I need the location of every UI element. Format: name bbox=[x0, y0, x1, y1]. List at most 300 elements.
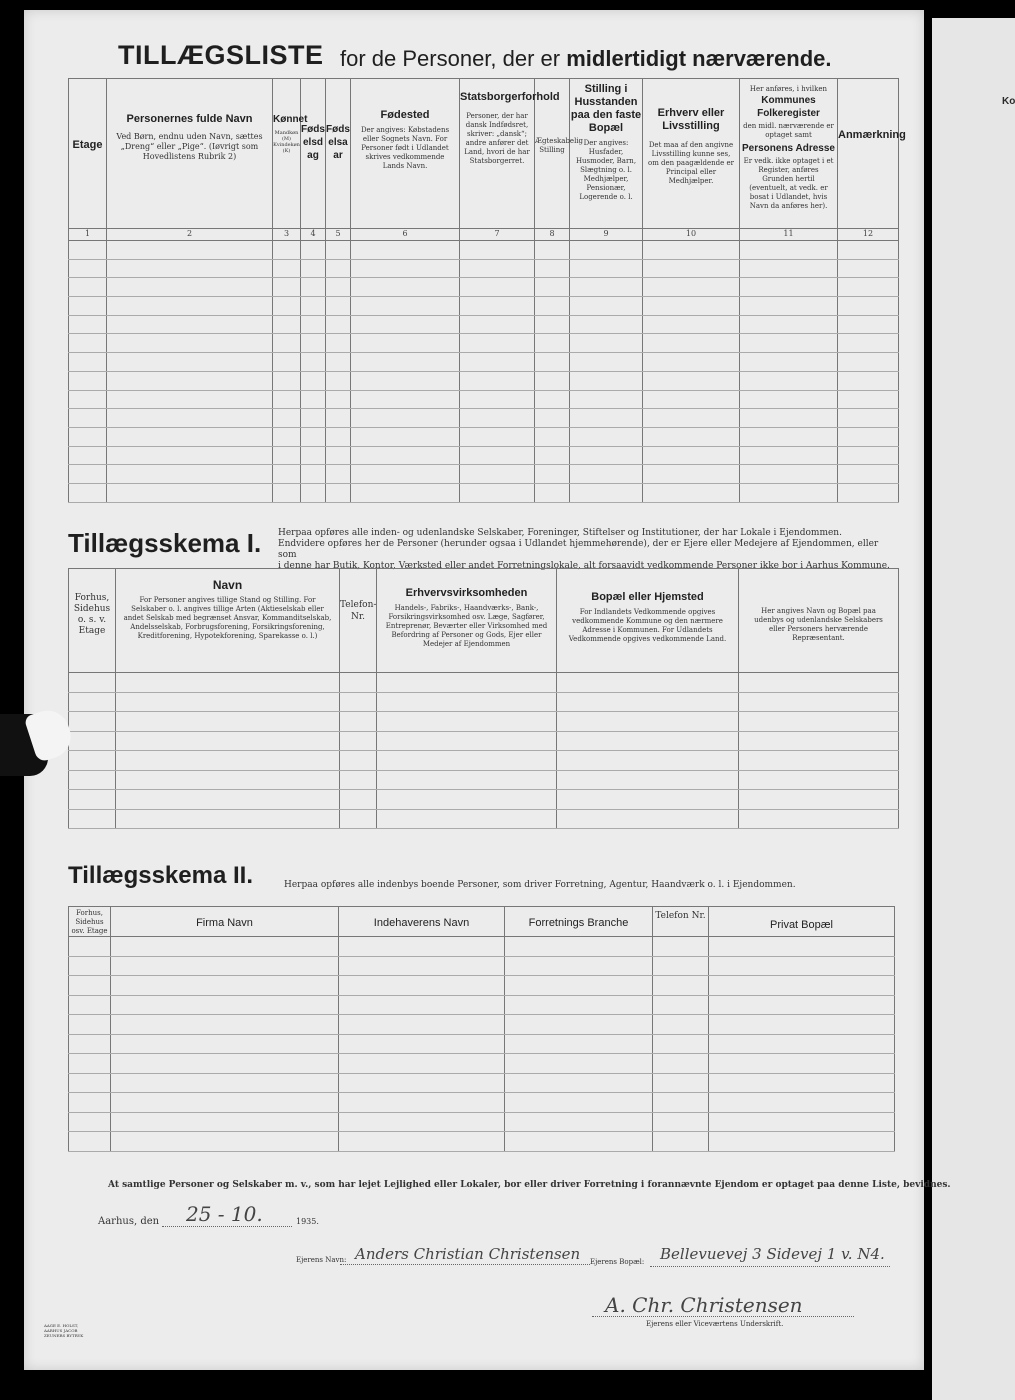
main-table-cell[interactable] bbox=[107, 465, 273, 484]
main-table-cell[interactable] bbox=[326, 353, 351, 372]
main-table-cell[interactable] bbox=[69, 409, 107, 428]
subtitle-prefix: for de Personer, der er bbox=[340, 46, 561, 71]
schema2-cell[interactable] bbox=[653, 1093, 709, 1113]
main-table-cell[interactable] bbox=[69, 241, 107, 260]
main-table-cell[interactable] bbox=[643, 483, 740, 502]
main-table-cell[interactable] bbox=[460, 297, 535, 316]
schema1-cell[interactable] bbox=[116, 770, 340, 790]
main-table-cell[interactable] bbox=[326, 259, 351, 278]
main-table-cell[interactable] bbox=[643, 465, 740, 484]
schema2-cell[interactable] bbox=[505, 976, 653, 996]
main-table-cell[interactable] bbox=[69, 278, 107, 297]
schema1-cell[interactable] bbox=[739, 673, 899, 693]
main-table-cell[interactable] bbox=[838, 371, 899, 390]
main-table-cell[interactable] bbox=[273, 297, 301, 316]
main-table-cell[interactable] bbox=[351, 427, 460, 446]
main-table-cell[interactable] bbox=[107, 334, 273, 353]
main-table-cell[interactable] bbox=[69, 371, 107, 390]
main-table-cell[interactable] bbox=[273, 353, 301, 372]
main-table-cell[interactable] bbox=[273, 427, 301, 446]
schema2-cell[interactable] bbox=[653, 1132, 709, 1152]
schema2-cell[interactable] bbox=[339, 1015, 505, 1035]
main-table-cell[interactable] bbox=[273, 465, 301, 484]
main-table-cell[interactable] bbox=[643, 334, 740, 353]
main-table-cell[interactable] bbox=[838, 259, 899, 278]
main-table-cell[interactable] bbox=[570, 371, 643, 390]
main-table-cell[interactable] bbox=[643, 315, 740, 334]
main-table-cell[interactable] bbox=[107, 427, 273, 446]
main-table-cell[interactable] bbox=[273, 278, 301, 297]
main-table-cell[interactable] bbox=[273, 334, 301, 353]
main-table-cell[interactable] bbox=[570, 259, 643, 278]
main-table-cell[interactable] bbox=[838, 465, 899, 484]
main-table-cell[interactable] bbox=[351, 483, 460, 502]
schema1-cell[interactable] bbox=[116, 790, 340, 810]
schema2-cell[interactable] bbox=[69, 937, 111, 957]
schema1-cell[interactable] bbox=[377, 712, 557, 732]
main-table-cell[interactable] bbox=[69, 334, 107, 353]
main-table-cell[interactable] bbox=[301, 390, 326, 409]
schema1-cell[interactable] bbox=[739, 731, 899, 751]
main-table-cell[interactable] bbox=[273, 409, 301, 428]
main-table-cell[interactable] bbox=[107, 315, 273, 334]
schema2-cell[interactable] bbox=[69, 1093, 111, 1113]
schema2-cell[interactable] bbox=[111, 956, 339, 976]
schema2-cell[interactable] bbox=[339, 937, 505, 957]
col-number-2: 2 bbox=[107, 229, 273, 241]
schema1-cell[interactable] bbox=[557, 809, 739, 829]
schema2-cell[interactable] bbox=[709, 937, 895, 957]
schema2-cell[interactable] bbox=[653, 995, 709, 1015]
schema2-cell[interactable] bbox=[69, 1132, 111, 1152]
owner-name: Anders Christian Christensen bbox=[355, 1245, 581, 1263]
main-table-cell[interactable] bbox=[107, 353, 273, 372]
main-table-cell[interactable] bbox=[301, 446, 326, 465]
schema1-cell[interactable] bbox=[116, 809, 340, 829]
schema2-cell[interactable] bbox=[111, 1054, 339, 1074]
schema1-cell[interactable] bbox=[116, 673, 340, 693]
main-table-cell[interactable] bbox=[326, 427, 351, 446]
main-table-cell[interactable] bbox=[301, 315, 326, 334]
schema2-cell[interactable] bbox=[339, 995, 505, 1015]
schema2-cell[interactable] bbox=[505, 937, 653, 957]
main-table-cell[interactable] bbox=[740, 241, 838, 260]
col-number-7: 7 bbox=[460, 229, 535, 241]
main-table-cell[interactable] bbox=[326, 278, 351, 297]
main-table-cell[interactable] bbox=[570, 241, 643, 260]
schema2-cell[interactable] bbox=[111, 1034, 339, 1054]
main-table-cell[interactable] bbox=[69, 315, 107, 334]
schema2-cell[interactable] bbox=[505, 1112, 653, 1132]
schema2-cell[interactable] bbox=[339, 1054, 505, 1074]
main-table-cell[interactable] bbox=[838, 278, 899, 297]
main-table-cell[interactable] bbox=[69, 297, 107, 316]
schema2-row bbox=[69, 956, 895, 976]
schema1-cell[interactable] bbox=[340, 731, 377, 751]
schema2-cell[interactable] bbox=[653, 937, 709, 957]
schema1-cell[interactable] bbox=[377, 770, 557, 790]
main-table-cell[interactable] bbox=[326, 446, 351, 465]
schema2-cell[interactable] bbox=[69, 1073, 111, 1093]
schema2-cell[interactable] bbox=[69, 995, 111, 1015]
main-table-cell[interactable] bbox=[351, 465, 460, 484]
main-table-cell[interactable] bbox=[535, 409, 570, 428]
main-table-cell[interactable] bbox=[326, 483, 351, 502]
schema1-cell[interactable] bbox=[377, 809, 557, 829]
schema1-cell[interactable] bbox=[340, 712, 377, 732]
main-table-cell[interactable] bbox=[460, 409, 535, 428]
main-table-cell[interactable] bbox=[351, 241, 460, 260]
main-table-cell[interactable] bbox=[301, 241, 326, 260]
main-table-cell[interactable] bbox=[107, 483, 273, 502]
schema1-cell[interactable] bbox=[116, 712, 340, 732]
schema1-cell[interactable] bbox=[377, 673, 557, 693]
main-table-cell[interactable] bbox=[570, 334, 643, 353]
schema1-cell[interactable] bbox=[377, 692, 557, 712]
schema1-cell[interactable] bbox=[340, 692, 377, 712]
main-table-cell[interactable] bbox=[273, 315, 301, 334]
main-table-cell[interactable] bbox=[460, 259, 535, 278]
schema2-title: Tillægsskema II. bbox=[68, 862, 253, 889]
schema2-cell[interactable] bbox=[339, 976, 505, 996]
main-table-cell[interactable] bbox=[643, 446, 740, 465]
main-table-cell[interactable] bbox=[326, 390, 351, 409]
schema1-cell[interactable] bbox=[557, 790, 739, 810]
schema2-cell[interactable] bbox=[505, 1073, 653, 1093]
schema2-cell[interactable] bbox=[69, 1034, 111, 1054]
schema2-row bbox=[69, 1034, 895, 1054]
main-table-cell[interactable] bbox=[301, 353, 326, 372]
main-table-cell[interactable] bbox=[460, 334, 535, 353]
schema2-cell[interactable] bbox=[653, 1054, 709, 1074]
schema1-cell[interactable] bbox=[739, 790, 899, 810]
main-table-cell[interactable] bbox=[351, 446, 460, 465]
schema2-cell[interactable] bbox=[709, 1112, 895, 1132]
main-table-cell[interactable] bbox=[326, 409, 351, 428]
main-table-cell[interactable] bbox=[351, 259, 460, 278]
main-table-cell[interactable] bbox=[107, 297, 273, 316]
schema2-cell[interactable] bbox=[111, 995, 339, 1015]
schema2-cell[interactable] bbox=[339, 1132, 505, 1152]
main-table-cell[interactable] bbox=[740, 259, 838, 278]
main-table-cell[interactable] bbox=[740, 371, 838, 390]
col-number-3: 3 bbox=[273, 229, 301, 241]
schema1-header bbox=[69, 569, 899, 673]
schema2-cell[interactable] bbox=[69, 1015, 111, 1035]
schema2-cell[interactable] bbox=[339, 1112, 505, 1132]
main-table-cell[interactable] bbox=[570, 483, 643, 502]
main-table-cell[interactable] bbox=[301, 465, 326, 484]
main-table-cell[interactable] bbox=[643, 259, 740, 278]
schema2-cell[interactable] bbox=[69, 1112, 111, 1132]
main-table-cell[interactable] bbox=[460, 353, 535, 372]
date-handwritten: 25 - 10. bbox=[186, 1202, 263, 1226]
main-table-cell[interactable] bbox=[69, 390, 107, 409]
schema2-cell[interactable] bbox=[709, 1093, 895, 1113]
main-table-cell[interactable] bbox=[301, 483, 326, 502]
main-table-cell[interactable] bbox=[570, 297, 643, 316]
col-foedselsaar: Fødselsaar bbox=[326, 79, 351, 229]
main-table-cell[interactable] bbox=[460, 446, 535, 465]
main-table-cell[interactable] bbox=[740, 353, 838, 372]
main-table-cell[interactable] bbox=[535, 371, 570, 390]
signature: A. Chr. Christensen bbox=[605, 1293, 803, 1317]
main-table-cell[interactable] bbox=[643, 353, 740, 372]
main-table-cell[interactable] bbox=[643, 241, 740, 260]
main-table-cell[interactable] bbox=[460, 390, 535, 409]
schema1-cell[interactable] bbox=[557, 751, 739, 771]
schema1-cell[interactable] bbox=[69, 809, 116, 829]
main-table-cell[interactable] bbox=[570, 446, 643, 465]
main-table-cell[interactable] bbox=[69, 259, 107, 278]
main-table-cell[interactable] bbox=[740, 297, 838, 316]
schema1-cell[interactable] bbox=[739, 809, 899, 829]
col-number-1: 1 bbox=[69, 229, 107, 241]
main-table-cell[interactable] bbox=[570, 427, 643, 446]
main-table-cell[interactable] bbox=[273, 483, 301, 502]
main-table-cell[interactable] bbox=[643, 278, 740, 297]
main-table-cell[interactable] bbox=[326, 371, 351, 390]
main-table-cell[interactable] bbox=[301, 278, 326, 297]
main-table-cell[interactable] bbox=[301, 427, 326, 446]
schema1-cell[interactable] bbox=[340, 770, 377, 790]
schema1-cell[interactable] bbox=[377, 731, 557, 751]
main-table-cell[interactable] bbox=[570, 278, 643, 297]
main-table-cell[interactable] bbox=[740, 446, 838, 465]
schema2-cell[interactable] bbox=[653, 1073, 709, 1093]
main-table-cell[interactable] bbox=[643, 390, 740, 409]
main-table-cell[interactable] bbox=[301, 409, 326, 428]
main-table-cell[interactable] bbox=[301, 259, 326, 278]
schema1-cell[interactable] bbox=[377, 790, 557, 810]
main-table-cell[interactable] bbox=[107, 241, 273, 260]
main-table-cell[interactable] bbox=[326, 241, 351, 260]
main-table-cell[interactable] bbox=[351, 353, 460, 372]
schema2-cell[interactable] bbox=[339, 956, 505, 976]
main-table-cell[interactable] bbox=[535, 241, 570, 260]
main-table-cell[interactable] bbox=[326, 315, 351, 334]
main-table-cell[interactable] bbox=[69, 483, 107, 502]
main-table-cell[interactable] bbox=[69, 427, 107, 446]
main-table-cell[interactable] bbox=[351, 409, 460, 428]
main-table-cell[interactable] bbox=[273, 241, 301, 260]
schema2-cell[interactable] bbox=[69, 976, 111, 996]
schema2-cell[interactable] bbox=[709, 1015, 895, 1035]
schema1-cell[interactable] bbox=[557, 770, 739, 790]
main-table-cell[interactable] bbox=[838, 446, 899, 465]
main-table-cell[interactable] bbox=[535, 278, 570, 297]
schema2-cell[interactable] bbox=[69, 1054, 111, 1074]
main-table-cell[interactable] bbox=[535, 315, 570, 334]
main-table-cell[interactable] bbox=[740, 427, 838, 446]
main-table-cell[interactable] bbox=[273, 371, 301, 390]
main-table-cell[interactable] bbox=[107, 446, 273, 465]
main-table-cell[interactable] bbox=[326, 297, 351, 316]
main-table-cell[interactable] bbox=[570, 409, 643, 428]
main-table-cell[interactable] bbox=[643, 371, 740, 390]
main-table-cell[interactable] bbox=[69, 353, 107, 372]
main-table-cell[interactable] bbox=[535, 334, 570, 353]
main-table-cell[interactable] bbox=[460, 315, 535, 334]
schema2-cell[interactable] bbox=[709, 956, 895, 976]
main-table-cell[interactable] bbox=[570, 353, 643, 372]
main-table-cell[interactable] bbox=[460, 465, 535, 484]
main-table-cell[interactable] bbox=[107, 390, 273, 409]
schema1-cell[interactable] bbox=[557, 673, 739, 693]
schema1-cell[interactable] bbox=[557, 712, 739, 732]
schema2-cell[interactable] bbox=[111, 1093, 339, 1113]
main-table-cell[interactable] bbox=[838, 315, 899, 334]
schema1-cell[interactable] bbox=[116, 692, 340, 712]
schema1-cell[interactable] bbox=[739, 770, 899, 790]
main-table-cell[interactable] bbox=[740, 315, 838, 334]
schema2-cell[interactable] bbox=[111, 1015, 339, 1035]
main-table-cell[interactable] bbox=[838, 390, 899, 409]
schema2-cell[interactable] bbox=[653, 1112, 709, 1132]
main-table-cell[interactable] bbox=[570, 465, 643, 484]
schema1-cell[interactable] bbox=[116, 731, 340, 751]
main-table-cell[interactable] bbox=[460, 278, 535, 297]
schema1-row bbox=[69, 673, 899, 693]
schema1-cell[interactable] bbox=[557, 692, 739, 712]
page-title: TILLÆGSLISTE bbox=[118, 40, 324, 70]
main-table-cell[interactable] bbox=[301, 297, 326, 316]
main-table-cell[interactable] bbox=[643, 409, 740, 428]
main-table-cell[interactable] bbox=[69, 465, 107, 484]
main-table-cell[interactable] bbox=[535, 259, 570, 278]
main-table-cell[interactable] bbox=[740, 278, 838, 297]
main-table-cell[interactable] bbox=[838, 409, 899, 428]
main-table-cell[interactable] bbox=[643, 427, 740, 446]
schema2-cell[interactable] bbox=[339, 1093, 505, 1113]
schema2-cell[interactable] bbox=[111, 1112, 339, 1132]
main-table-cell[interactable] bbox=[570, 390, 643, 409]
schema2-cell[interactable] bbox=[709, 1054, 895, 1074]
main-table-row bbox=[69, 483, 899, 502]
col-anmaerkning: Anmærkning bbox=[838, 79, 899, 229]
main-table-cell[interactable] bbox=[535, 390, 570, 409]
schema2-cell[interactable] bbox=[505, 1093, 653, 1113]
main-table-cell[interactable] bbox=[460, 427, 535, 446]
main-table-cell[interactable] bbox=[643, 297, 740, 316]
main-table-cell[interactable] bbox=[740, 483, 838, 502]
main-table-cell[interactable] bbox=[460, 483, 535, 502]
schema1-cell[interactable] bbox=[340, 751, 377, 771]
col-number-6: 6 bbox=[351, 229, 460, 241]
main-table-cell[interactable] bbox=[570, 315, 643, 334]
schema1-cell[interactable] bbox=[340, 809, 377, 829]
schema2-cell[interactable] bbox=[505, 1054, 653, 1074]
main-table-cell[interactable] bbox=[107, 371, 273, 390]
main-table-cell[interactable] bbox=[273, 390, 301, 409]
main-table-row bbox=[69, 353, 899, 372]
schema1-cell[interactable] bbox=[69, 673, 116, 693]
main-table-cell[interactable] bbox=[351, 371, 460, 390]
main-table-cell[interactable] bbox=[107, 259, 273, 278]
owner-name-label: Ejerens Navn: bbox=[296, 1256, 347, 1264]
main-table-cell[interactable] bbox=[838, 353, 899, 372]
main-table-cell[interactable] bbox=[301, 334, 326, 353]
schema2-cell[interactable] bbox=[505, 1132, 653, 1152]
schema1-cell[interactable] bbox=[739, 751, 899, 771]
main-table-cell[interactable] bbox=[838, 334, 899, 353]
schema2-cell[interactable] bbox=[709, 1132, 895, 1152]
schema2-cell[interactable] bbox=[653, 956, 709, 976]
schema1-cell[interactable] bbox=[739, 692, 899, 712]
schema1-cell[interactable] bbox=[557, 731, 739, 751]
main-table-cell[interactable] bbox=[351, 297, 460, 316]
schema2-cell[interactable] bbox=[111, 1132, 339, 1152]
col-number-9: 9 bbox=[570, 229, 643, 241]
main-table-cell[interactable] bbox=[326, 334, 351, 353]
main-table-cell[interactable] bbox=[740, 334, 838, 353]
place-label: Aarhus, den bbox=[98, 1216, 160, 1227]
main-table-cell[interactable] bbox=[535, 465, 570, 484]
schema2-cell[interactable] bbox=[505, 1034, 653, 1054]
schema1-cell[interactable] bbox=[340, 790, 377, 810]
main-table-cell[interactable] bbox=[838, 427, 899, 446]
main-table-cell[interactable] bbox=[838, 297, 899, 316]
schema2-cell[interactable] bbox=[709, 995, 895, 1015]
schema2-cell[interactable] bbox=[111, 1073, 339, 1093]
main-table-cell[interactable] bbox=[535, 427, 570, 446]
schema2-cell[interactable] bbox=[111, 976, 339, 996]
main-table-cell[interactable] bbox=[838, 483, 899, 502]
main-table-cell[interactable] bbox=[535, 483, 570, 502]
schema1-cell[interactable] bbox=[69, 790, 116, 810]
schema2-cell[interactable] bbox=[709, 976, 895, 996]
schema2-cell[interactable] bbox=[339, 1073, 505, 1093]
main-table-cell[interactable] bbox=[535, 297, 570, 316]
schema1-cell[interactable] bbox=[116, 751, 340, 771]
thumb-image bbox=[0, 700, 80, 780]
schema2-cell[interactable] bbox=[653, 1034, 709, 1054]
schema1-cell[interactable] bbox=[739, 712, 899, 732]
schema1-cell[interactable] bbox=[340, 673, 377, 693]
schema2-cell[interactable] bbox=[505, 995, 653, 1015]
main-table-cell[interactable] bbox=[69, 446, 107, 465]
main-table-cell[interactable] bbox=[740, 465, 838, 484]
schema2-cell[interactable] bbox=[111, 937, 339, 957]
main-table-cell[interactable] bbox=[301, 371, 326, 390]
schema2-cell[interactable] bbox=[339, 1034, 505, 1054]
main-table-cell[interactable] bbox=[107, 409, 273, 428]
main-table-cell[interactable] bbox=[351, 334, 460, 353]
schema2-cell[interactable] bbox=[653, 976, 709, 996]
schema2-cell[interactable] bbox=[709, 1034, 895, 1054]
main-table-cell[interactable] bbox=[460, 371, 535, 390]
main-table-cell[interactable] bbox=[460, 241, 535, 260]
main-table-cell[interactable] bbox=[273, 259, 301, 278]
main-table-cell[interactable] bbox=[740, 390, 838, 409]
schema2-cell[interactable] bbox=[505, 1015, 653, 1035]
main-table-cell[interactable] bbox=[273, 446, 301, 465]
main-table-cell[interactable] bbox=[351, 315, 460, 334]
main-table-cell[interactable] bbox=[838, 241, 899, 260]
main-table-cell[interactable] bbox=[351, 390, 460, 409]
main-table-cell[interactable] bbox=[740, 409, 838, 428]
schema2-cell[interactable] bbox=[653, 1015, 709, 1035]
schema2-cell[interactable] bbox=[69, 956, 111, 976]
main-table-cell[interactable] bbox=[535, 446, 570, 465]
schema2-cell[interactable] bbox=[709, 1073, 895, 1093]
main-table-cell[interactable] bbox=[351, 278, 460, 297]
main-table-cell[interactable] bbox=[107, 278, 273, 297]
main-table-cell[interactable] bbox=[326, 465, 351, 484]
main-table-cell[interactable] bbox=[535, 353, 570, 372]
schema1-cell[interactable] bbox=[377, 751, 557, 771]
schema2-cell[interactable] bbox=[505, 956, 653, 976]
